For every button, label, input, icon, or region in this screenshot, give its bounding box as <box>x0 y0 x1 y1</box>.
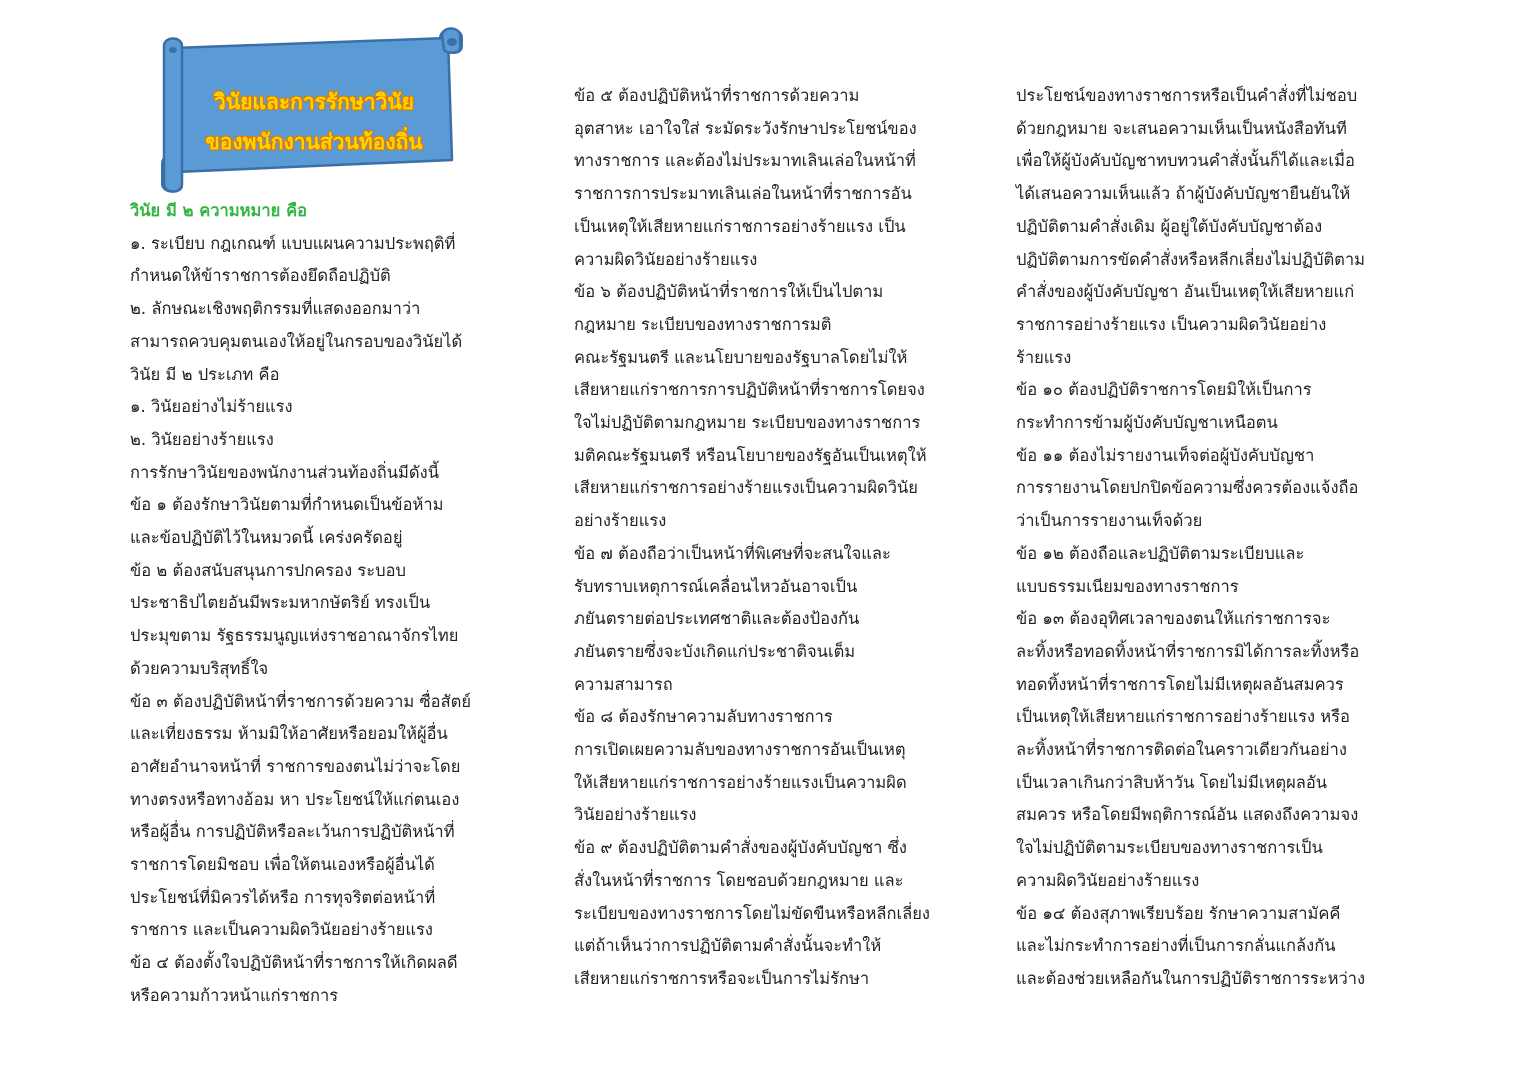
column2-text-line: ระเบียบของทางราชการโดยไม่ขัดขืนหรือหลีกเลี่ยง <box>574 903 930 923</box>
column1-text-line: ประชาธิปไตยอันมีพระมหากษัตริย์ ทรงเป็น <box>130 593 431 613</box>
column3-text-line: ว่าเป็นการรายงานเท็จด้วย <box>1016 511 1203 531</box>
column1-text-line: ประโยชน์ที่มิควรได้หรือ การทุจริตต่อหน้าที่ <box>130 887 436 907</box>
column1-text-line: และเที่ยงธรรม ห้ามมิให้อาศัยหรือยอมให้ผู้อื่น <box>130 724 448 744</box>
column3-text-line: การรายงานโดยปกปิดข้อความซึ่งควรต้องแจ้งถือ <box>1016 478 1359 498</box>
column2-text-line: สั่งในหน้าที่ราชการ โดยชอบด้วยกฎหมาย และ <box>574 870 904 890</box>
column3-text-line: แบบธรรมเนียมของทางราชการ <box>1016 576 1239 596</box>
column2-text-line: ทางราชการ และต้องไม่ประมาทเลินเล่อในหน้าที่ <box>574 151 916 171</box>
column3-text-line: เป็นเวลาเกินกว่าสิบห้าวัน โดยไม่มีเหตุผลอัน <box>1016 772 1328 792</box>
column1-text-line: หรือความก้าวหน้าแก่ราชการ <box>130 985 339 1005</box>
column2-text-line: ข้อ ๙ ต้องปฏิบัติตามคำสั่งของผู้บังคับบัญชา ซึ่ง <box>574 838 907 858</box>
column1-text-line: ทางตรงหรือทางอ้อม หา ประโยชน์ให้แก่ตนเอง <box>130 789 460 809</box>
column3-text-line: เพื่อให้ผู้บังคับบัญชาทบทวนคำสั่งนั้นก็ได้และเมื่อ <box>1016 151 1355 171</box>
column2-text-line: รับทราบเหตุการณ์เคลื่อนไหวอันอาจเป็น <box>574 576 858 596</box>
column2-text-line: ข้อ ๕ ต้องปฏิบัติหน้าที่ราชการด้วยความ <box>574 86 860 105</box>
column3-text-line: ร้ายแรง <box>1016 347 1072 367</box>
column2-text-line: อุตสาหะ เอาใจใส่ ระมัดระวังรักษาประโยชน์ของ <box>574 118 917 138</box>
banner-title-line-1: วินัยและการรักษาวินัย <box>213 90 414 114</box>
column2-text-line: เสียหายแก่ราชการหรือจะเป็นการไม่รักษา <box>574 968 870 988</box>
title-banner <box>156 24 468 194</box>
column1-text-line: กำหนดให้ข้าราชการต้องยึดถือปฏิบัติ <box>130 266 391 286</box>
column1-text-line: ราชการ และเป็นความผิดวินัยอย่างร้ายแรง <box>130 920 433 940</box>
column1-text-line: ๑. วินัยอย่างไม่ร้ายแรง <box>130 397 293 417</box>
column1-text-line: ๑. ระเบียบ กฎเกณฑ์ แบบแผนความประพฤติที่ <box>130 233 456 253</box>
column2-text-line: คณะรัฐมนตรี และนโยบายของรัฐบาลโดยไม่ให้ <box>574 347 908 367</box>
column3-text-line: ด้วยกฎหมาย จะเสนอความเห็นเป็นหนังสือทันที <box>1016 118 1347 138</box>
column2-text-line: ภยันตรายซึ่งจะบังเกิดแก่ประชาติจนเต็ม <box>574 641 856 661</box>
column2-text-line: วินัยอย่างร้ายแรง <box>574 805 697 825</box>
column2-text-line: ใจไม่ปฏิบัติตามกฎหมาย ระเบียบของทางราชการ <box>574 413 921 432</box>
column1-text-line: ข้อ ๑ ต้องรักษาวินัยตามที่กำหนดเป็นข้อห้าม <box>130 495 444 515</box>
column1-text-line: วินัย มี ๒ ความหมาย คือ <box>130 201 308 220</box>
column1-text-line: ๒. วินัยอย่างร้ายแรง <box>130 429 274 449</box>
column2-text-line: อย่างร้ายแรง <box>574 511 667 531</box>
column3-text-line: คำสั่งของผู้บังคับบัญชา อันเป็นเหตุให้เสียหายแก่ <box>1016 282 1355 302</box>
column2-text-line: เสียหายแก่ราชการการปฏิบัติหน้าที่ราชการโดยจง <box>574 380 925 400</box>
column1-text-line: ๒. ลักษณะเชิงพฤติกรรมที่แสดงออกมาว่า <box>130 299 421 319</box>
column3-text-line: กระทำการข้ามผู้บังคับบัญชาเหนือตน <box>1016 413 1278 432</box>
column3-text-line: ละทิ้งหน้าที่ราชการติดต่อในคราวเดียวกันอย่าง <box>1016 740 1347 759</box>
column2-text-line: เสียหายแก่ราชการอย่างร้ายแรงเป็นความผิดวินัย <box>574 478 918 498</box>
column2-text-line: การเปิดเผยความลับของทางราชการอันเป็นเหตุ <box>574 740 906 759</box>
column3-text-line: ราชการอย่างร้ายแรง เป็นความผิดวินัยอย่าง <box>1016 314 1327 334</box>
column3-text-line: ละทิ้งหรือทอดทิ้งหน้าที่ราชการมิได้การละทิ้งหรือ <box>1016 641 1360 661</box>
column2-text-line: ข้อ ๖ ต้องปฏิบัติหน้าที่ราชการให้เป็นไปตาม <box>574 282 884 302</box>
column3-text-line: ข้อ ๑๒ ต้องถือและปฏิบัติตามระเบียบและ <box>1016 543 1305 563</box>
column2-text-line: ให้เสียหายแก่ราชการอย่างร้ายแรงเป็นความผิด <box>574 772 907 792</box>
column2-text-line: เป็นเหตุให้เสียหายแก่ราชการอย่างร้ายแรง เป็น <box>574 216 906 236</box>
column2-text-line: แต่ถ้าเห็นว่าการปฏิบัติตามคำสั่งนั้นจะทำให้ <box>574 936 882 956</box>
column3-text-line: ข้อ ๑๐ ต้องปฏิบัติราชการโดยมิให้เป็นการ <box>1016 380 1312 400</box>
column1-text-line: วินัย มี ๒ ประเภท คือ <box>130 364 280 384</box>
column3-text-line: ข้อ ๑๔ ต้องสุภาพเรียบร้อย รักษาความสามัคคี <box>1016 903 1341 923</box>
column3-text-line: ประโยชน์ของทางราชการหรือเป็นคำสั่งที่ไม่ชอบ <box>1016 86 1358 105</box>
column1-text-line: ประมุขตาม รัฐธรรมนูญแห่งราชอาณาจักรไทย <box>130 626 459 646</box>
column2-text-line: มติคณะรัฐมนตรี หรือนโยบายของรัฐอันเป็นเหตุให้ <box>574 445 927 465</box>
column3-text-line: ทอดทิ้งหน้าที่ราชการโดยไม่มีเหตุผลอันสมควร <box>1016 674 1344 694</box>
column3-text-line: ใจไม่ปฏิบัติตามระเบียบของทางราชการเป็น <box>1016 838 1323 858</box>
column2-text-line: ราชการการประมาทเลินเล่อในหน้าที่ราชการอัน <box>574 184 912 204</box>
column1-text-line: ข้อ ๓ ต้องปฏิบัติหน้าที่ราชการด้วยความ ซื่อสัตย์ <box>130 691 472 711</box>
column3-text-line: เป็นเหตุให้เสียหายแก่ราชการอย่างร้ายแรง หรือ <box>1016 707 1350 727</box>
column1-text-line: การรักษาวินัยของพนักงานส่วนท้องถิ่นมีดังนี้ <box>130 462 439 482</box>
column3-text-line: ความผิดวินัยอย่างร้ายแรง <box>1016 870 1200 890</box>
banner-title <box>178 82 450 162</box>
column1-text-line: ราชการโดยมิชอบ เพื่อให้ตนเองหรือผู้อื่นได้ <box>130 855 435 874</box>
column3-text-line: ปฏิบัติตามการขัดคำสั่งหรือหลีกเลี่ยงไม่ปฏิบัติตาม <box>1016 249 1366 269</box>
column2-text-line: กฎหมาย ระเบียบของทางราชการมติ <box>574 314 832 334</box>
column1-text-line: สามารถควบคุมตนเองให้อยู่ในกรอบของวินัยได้ <box>130 331 463 351</box>
column2-text-line: ภยันตรายต่อประเทศชาติและต้องป้องกัน <box>574 609 860 629</box>
column1-text-line: หรือผู้อื่น การปฏิบัติหรือละเว้นการปฏิบัติหน้าที่ <box>130 822 455 842</box>
column3-text-line: และไม่กระทำการอย่างที่เป็นการกลั่นแกล้งกัน <box>1016 936 1336 956</box>
column3-text-line: ได้เสนอความเห็นแล้ว ถ้าผู้บังคับบัญชายืนยันให้ <box>1016 184 1351 204</box>
column2-text-line: ข้อ ๗ ต้องถือว่าเป็นหน้าที่พิเศษที่จะสนใจและ <box>574 543 891 563</box>
banner-title-line-2: ของพนักงานส่วนท้องถิ่น <box>205 130 423 154</box>
column3-text-line: ข้อ ๑๑ ต้องไม่รายงานเท็จต่อผู้บังคับบัญชา <box>1016 445 1315 465</box>
column3-text-line: และต้องช่วยเหลือกันในการปฏิบัติราชการระหว่าง <box>1016 968 1366 988</box>
column2-text-line: ความผิดวินัยอย่างร้ายแรง <box>574 249 758 269</box>
column1-text-line: และข้อปฏิบัติไว้ในหมวดนี้ เคร่งครัดอยู่ <box>130 528 403 547</box>
column1-text-line: อาศัยอำนาจหน้าที่ ราชการของตนไม่ว่าจะโดย <box>130 756 461 776</box>
column3-text-line: ข้อ ๑๓ ต้องอุทิศเวลาของตนให้แก่ราชการจะ <box>1016 609 1331 629</box>
column1-text-line: ข้อ ๒ ต้องสนับสนุนการปกครอง ระบอบ <box>130 560 406 580</box>
column3-text-line: ปฏิบัติตามคำสั่งเดิม ผู้อยู่ใต้บังคับบัญชาต้อง <box>1016 216 1323 236</box>
column1-text-line: ด้วยความบริสุทธิ์ใจ <box>130 658 269 678</box>
column3-text-line: สมควร หรือโดยมีพฤติการณ์อัน แสดงถึงความจง <box>1016 805 1359 825</box>
column2-text-line: ข้อ ๘ ต้องรักษาความลับทางราชการ <box>574 707 833 727</box>
column2-text-line: ความสามารถ <box>574 674 673 694</box>
column1-text-line: ข้อ ๔ ต้องตั้งใจปฏิบัติหน้าที่ราชการให้เกิดผลดี <box>130 953 458 973</box>
